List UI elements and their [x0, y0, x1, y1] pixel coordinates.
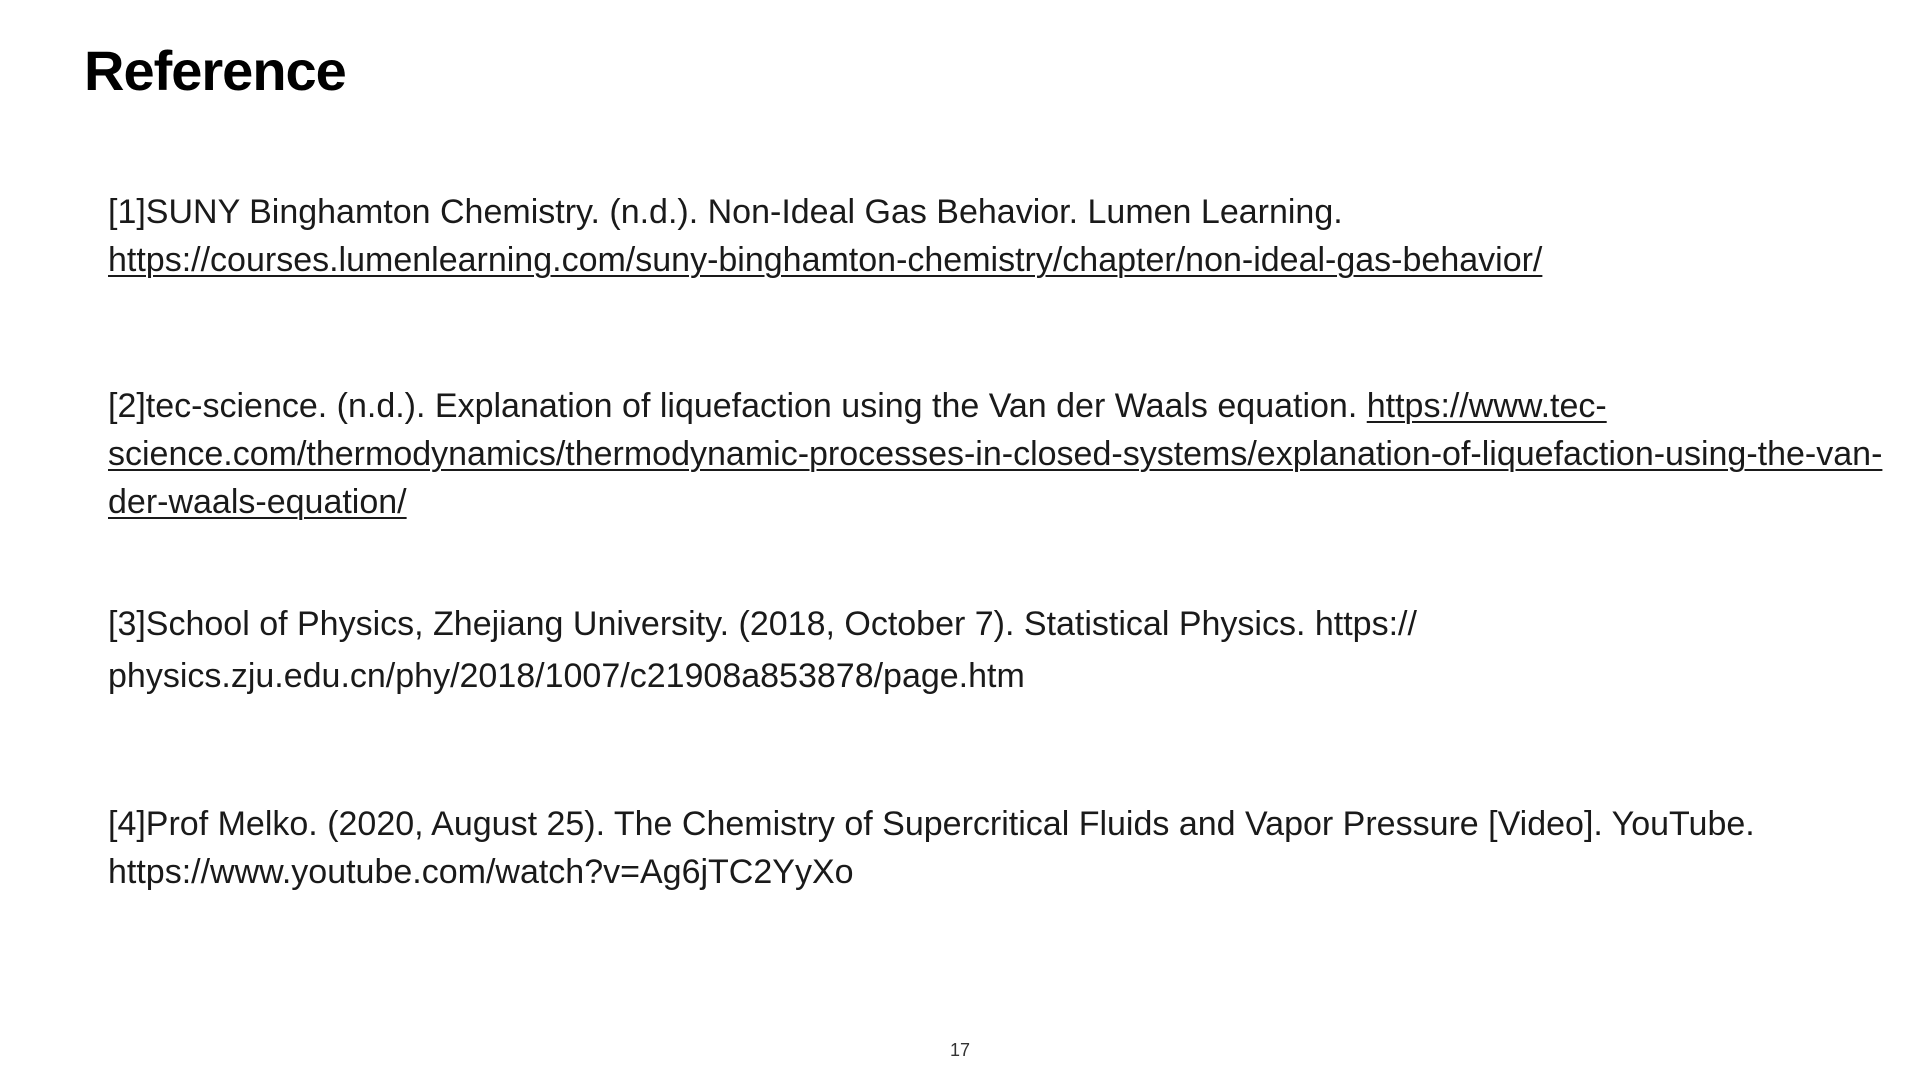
- reference-url-text: physics.zju.edu.cn/phy/2018/1007/c21908a853878/page.htm: [108, 657, 1025, 695]
- reference-item-4: [108, 800, 1848, 896]
- reference-text: [3]School of Physics, Zhejiang University. (2018, October 7). Statistical Physics. https://: [108, 605, 1417, 643]
- reference-item-3: [108, 600, 1628, 700]
- page-number: 17: [949, 1040, 971, 1060]
- reference-item-2: [108, 382, 1888, 526]
- slide-title: Reference: [84, 39, 346, 102]
- reference-item-1: [108, 188, 1648, 284]
- reference-link[interactable]: https://courses.lumenlearning.com/suny-binghamton-chemistry/chapter/non-ideal-gas-behavior/: [108, 241, 1543, 279]
- reference-link[interactable]: https://www.tec-science.com/thermodynamics/thermodynamic-processes-in-closed-systems/explanation-of-liquefaction-using-the-van-der-waals-equation/: [108, 387, 1883, 521]
- reference-text: [2]tec-science. (n.d.). Explanation of liquefaction using the Van der Waals equation.: [108, 387, 1367, 425]
- reference-text: [4]Prof Melko. (2020, August 25). The Chemistry of Supercritical Fluids and Vapor Pressure [Video]. YouTube. https://www.youtube.com/watch?v=Ag6jTC2YyXo: [108, 805, 1755, 891]
- reference-text: [1]SUNY Binghamton Chemistry. (n.d.). Non-Ideal Gas Behavior. Lumen Learning.: [108, 193, 1343, 231]
